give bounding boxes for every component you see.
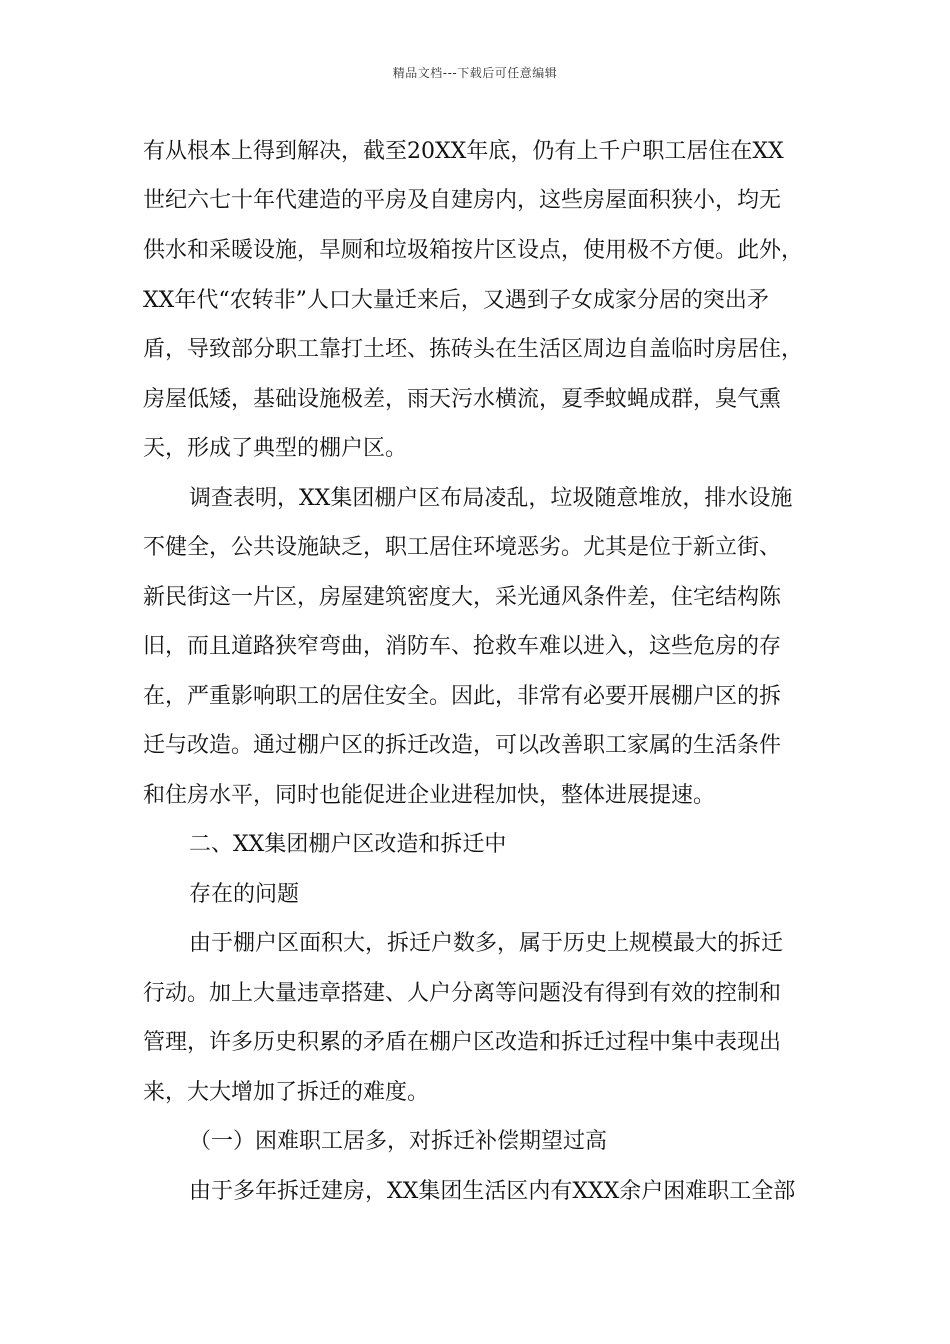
section-heading-continued: 存在的问题 bbox=[189, 882, 300, 907]
section-heading: 二、XX集团棚户区改造和拆迁中 bbox=[189, 832, 507, 857]
paragraph-first-line: 由于棚户区面积大，拆迁户数多，属于历史上规模最大的拆迁 bbox=[189, 931, 784, 956]
subsection-heading: （一）困难职工居多，对拆迁补偿期望过高 bbox=[189, 1129, 608, 1154]
text-line: 在，严重影响职工的居住安全。因此，非常有必要开展棚户区的拆 bbox=[143, 684, 782, 709]
paragraph-first-line: 调查表明，XX集团棚户区布局凌乱，垃圾随意堆放，排水设施 bbox=[189, 486, 793, 511]
text-line: 盾，导致部分职工靠打土坯、拣砖头在生活区周边自盖临时房居住， bbox=[143, 337, 804, 362]
text-line: 行动。加上大量违章搭建、人户分离等问题没有得到有效的控制和 bbox=[143, 981, 782, 1006]
text-line: XX年代“农转非”人口大量迁来后，又遇到子女成家分居的突出矛 bbox=[143, 288, 769, 313]
text-line: 不健全，公共设施缺乏，职工居住环境恶劣。尤其是位于新立街、 bbox=[143, 535, 782, 560]
text-line: 供水和采暖设施，旱厕和垃圾箱按片区设点，使用极不方便。此外， bbox=[143, 238, 804, 263]
page-header: 精品文档---下载后可任意编辑 bbox=[392, 66, 558, 80]
text-line: 世纪六七十年代建造的平房及自建房内，这些房屋面积狭小，均无 bbox=[143, 188, 782, 213]
text-line: 迁与改造。通过棚户区的拆迁改造，可以改善职工家属的生活条件 bbox=[143, 733, 782, 758]
text-line: 房屋低矮，基础设施极差，雨天污水横流，夏季蚊蝇成群，臭气熏 bbox=[143, 387, 782, 412]
text-line: 管理，许多历史积累的矛盾在棚户区改造和拆迁过程中集中表现出 bbox=[143, 1030, 782, 1055]
text-line: 和住房水平，同时也能促进企业进程加快，整体进展提速。 bbox=[143, 783, 716, 808]
text-line: 有从根本上得到解决，截至20XX年底，仍有上千户职工居住在XX bbox=[143, 139, 784, 164]
text-line: 来，大大增加了拆迁的难度。 bbox=[143, 1080, 430, 1105]
text-line: 新民街这一片区，房屋建筑密度大，采光通风条件差，住宅结构陈 bbox=[143, 585, 782, 610]
text-line: 旧，而且道路狭窄弯曲，消防车、抢救车难以进入，这些危房的存 bbox=[143, 634, 782, 659]
paragraph-first-line: 由于多年拆迁建房，XX集团生活区内有XXX余户困难职工全部 bbox=[189, 1179, 796, 1204]
text-line: 天，形成了典型的棚户区。 bbox=[143, 436, 408, 461]
